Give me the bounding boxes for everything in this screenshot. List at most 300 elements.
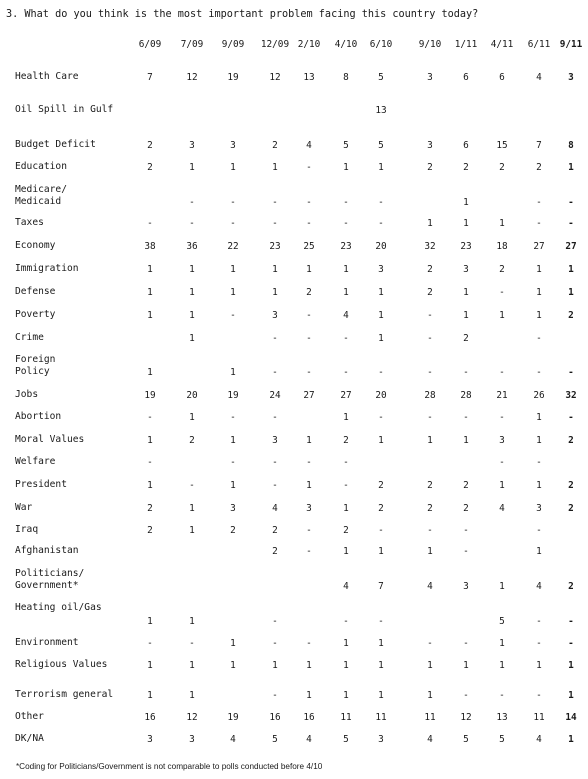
table-cell: - — [568, 218, 574, 229]
table-cell: - — [536, 333, 542, 344]
table-cell: 32 — [565, 390, 577, 401]
table-cell: 1 — [230, 480, 236, 491]
row-label — [15, 524, 38, 536]
row-label-line: President — [15, 479, 67, 490]
table-cell: 1 — [189, 525, 195, 536]
table-cell: 1 — [189, 616, 195, 627]
table-cell: 1 — [427, 435, 433, 446]
row-label-line: Immigration — [15, 263, 79, 274]
table-cell: 11 — [375, 712, 387, 723]
table-cell: - — [427, 638, 433, 649]
table-cell: 12 — [460, 712, 472, 723]
table-cell: 5 — [343, 140, 349, 151]
table-cell: 3 — [378, 734, 384, 745]
table-cell: 1 — [378, 287, 384, 298]
table-cell: 1 — [343, 690, 349, 701]
table-cell: 16 — [144, 712, 156, 723]
table-cell: - — [306, 546, 312, 557]
table-cell: 1 — [306, 690, 312, 701]
table-cell: 4 — [343, 310, 349, 321]
table-cell: 1 — [189, 690, 195, 701]
table-cell: - — [272, 690, 278, 701]
table-cell: 1 — [536, 310, 542, 321]
row-label-line: Environment — [15, 637, 79, 648]
table-cell: 1 — [147, 435, 153, 446]
table-cell: 2 — [536, 162, 542, 173]
table-cell: 1 — [343, 412, 349, 423]
table-cell: 1 — [378, 333, 384, 344]
row-label — [15, 602, 102, 614]
table-cell: 2 — [463, 503, 469, 514]
table-cell: 4 — [343, 581, 349, 592]
table-cell: 1 — [230, 638, 236, 649]
table-cell: 12 — [269, 72, 281, 83]
table-cell: 1 — [463, 660, 469, 671]
table-cell: 1 — [427, 690, 433, 701]
table-cell: - — [343, 333, 349, 344]
table-cell: 2 — [463, 162, 469, 173]
table-cell: 27 — [565, 241, 577, 252]
table-cell: - — [272, 638, 278, 649]
table-cell: 2 — [147, 162, 153, 173]
table-cell: 2 — [189, 435, 195, 446]
row-label — [15, 479, 67, 491]
row-label-line: Budget Deficit — [15, 139, 96, 150]
row-label-line: Foreign — [15, 354, 56, 365]
table-cell: - — [343, 480, 349, 491]
row-label-line: Jobs — [15, 389, 39, 400]
column-header: 4/11 — [490, 39, 514, 50]
table-cell: 32 — [424, 241, 436, 252]
table-cell: 1 — [306, 435, 312, 446]
row-label-line: Afghanistan — [15, 545, 79, 556]
table-cell: 1 — [147, 310, 153, 321]
table-cell: 3 — [536, 503, 542, 514]
table-cell: - — [306, 367, 312, 378]
table-cell: 1 — [272, 660, 278, 671]
table-cell: 1 — [463, 310, 469, 321]
table-cell: 1 — [343, 287, 349, 298]
table-cell: 1 — [189, 264, 195, 275]
table-cell: 1 — [272, 287, 278, 298]
table-cell: - — [306, 333, 312, 344]
table-cell: - — [230, 197, 236, 208]
table-cell: 1 — [499, 310, 505, 321]
table-cell: 1 — [568, 264, 574, 275]
table-cell: 7 — [378, 581, 384, 592]
table-cell: 1 — [463, 287, 469, 298]
table-cell: 2 — [427, 480, 433, 491]
table-cell: - — [427, 412, 433, 423]
table-cell: 1 — [306, 660, 312, 671]
table-cell: 1 — [147, 264, 153, 275]
row-label — [15, 389, 38, 401]
row-label — [15, 240, 55, 252]
table-cell: - — [536, 367, 542, 378]
table-cell: 3 — [230, 503, 236, 514]
table-cell: 1 — [189, 287, 195, 298]
question-text: 3. What do you think is the most important problem facing this country today? — [6, 9, 479, 20]
table-cell: 5 — [343, 734, 349, 745]
table-cell: 1 — [343, 638, 349, 649]
table-cell: - — [343, 197, 349, 208]
row-label-line: Crime — [15, 332, 44, 343]
table-cell: - — [343, 457, 349, 468]
table-cell: 1 — [536, 287, 542, 298]
column-header: 1/11 — [454, 39, 478, 50]
table-cell: - — [499, 367, 505, 378]
table-cell: 3 — [272, 435, 278, 446]
row-label-line: Education — [15, 161, 67, 172]
row-label-line: Abortion — [15, 411, 62, 422]
table-cell: 1 — [230, 287, 236, 298]
table-cell: 5 — [378, 72, 384, 83]
table-cell: 28 — [424, 390, 436, 401]
table-cell: 5 — [463, 734, 469, 745]
table-cell: - — [378, 218, 384, 229]
table-cell: 36 — [186, 241, 198, 252]
table-cell: - — [378, 412, 384, 423]
table-cell: - — [272, 480, 278, 491]
table-cell: 1 — [272, 264, 278, 275]
table-cell: 1 — [499, 638, 505, 649]
row-label — [15, 502, 32, 514]
table-cell: - — [189, 218, 195, 229]
table-cell: 1 — [427, 546, 433, 557]
row-label — [15, 456, 55, 468]
table-cell: - — [463, 638, 469, 649]
row-label-line: Government* — [15, 580, 79, 591]
table-cell: - — [272, 218, 278, 229]
table-cell: 6 — [499, 72, 505, 83]
table-cell: - — [343, 367, 349, 378]
table-cell: - — [378, 367, 384, 378]
table-cell: - — [147, 412, 153, 423]
table-cell: 1 — [189, 503, 195, 514]
table-cell: - — [189, 197, 195, 208]
row-label-line: Oil Spill in Gulf — [15, 104, 114, 115]
table-cell: - — [147, 218, 153, 229]
row-label — [15, 309, 55, 321]
row-label-line: Terrorism general — [15, 689, 114, 700]
table-cell: 2 — [568, 503, 574, 514]
table-cell: 2 — [427, 264, 433, 275]
table-cell: 12 — [186, 712, 198, 723]
table-cell: 11 — [340, 712, 352, 723]
table-cell: 13 — [375, 105, 387, 116]
table-cell: 1 — [189, 660, 195, 671]
column-header: 6/09 — [138, 39, 162, 50]
table-cell: - — [536, 638, 542, 649]
table-cell: 2 — [272, 140, 278, 151]
table-cell: 1 — [147, 287, 153, 298]
table-cell: 4 — [536, 72, 542, 83]
table-cell: - — [343, 616, 349, 627]
table-cell: 3 — [189, 140, 195, 151]
table-cell: 1 — [378, 546, 384, 557]
table-cell: 1 — [568, 287, 574, 298]
table-cell: 1 — [427, 218, 433, 229]
table-cell: 4 — [427, 581, 433, 592]
table-cell: - — [536, 457, 542, 468]
column-header: 6/11 — [527, 39, 551, 50]
table-cell: 1 — [230, 435, 236, 446]
table-cell: - — [306, 162, 312, 173]
table-cell: - — [147, 638, 153, 649]
table-cell: 2 — [230, 525, 236, 536]
table-cell: 11 — [533, 712, 545, 723]
table-cell: 21 — [496, 390, 508, 401]
table-cell: 38 — [144, 241, 156, 252]
row-label-line: Economy — [15, 240, 56, 251]
row-label-line: Politicians/ — [15, 568, 85, 579]
table-cell: - — [230, 218, 236, 229]
table-cell: 1 — [306, 264, 312, 275]
table-cell: 18 — [496, 241, 508, 252]
table-cell: 3 — [189, 734, 195, 745]
table-cell: 1 — [536, 480, 542, 491]
table-cell: - — [536, 525, 542, 536]
row-label — [15, 184, 67, 208]
table-cell: 2 — [147, 140, 153, 151]
row-label — [15, 332, 44, 344]
table-cell: - — [306, 197, 312, 208]
row-label-line: Poverty — [15, 309, 56, 320]
table-cell: - — [230, 310, 236, 321]
table-cell: 24 — [269, 390, 281, 401]
table-cell: - — [189, 480, 195, 491]
table-cell: 13 — [496, 712, 508, 723]
table-cell: 2 — [427, 287, 433, 298]
column-header: 2/10 — [297, 39, 321, 50]
column-header: 4/10 — [334, 39, 358, 50]
table-cell: 5 — [499, 734, 505, 745]
row-label — [15, 104, 113, 116]
table-cell: 1 — [189, 310, 195, 321]
table-cell: 3 — [147, 734, 153, 745]
table-cell: - — [306, 638, 312, 649]
table-cell: 4 — [272, 503, 278, 514]
row-label-line: Welfare — [15, 456, 56, 467]
table-cell: 1 — [536, 546, 542, 557]
table-cell: 3 — [230, 140, 236, 151]
table-cell: 1 — [378, 162, 384, 173]
row-label-line: Medicare/ — [15, 184, 67, 195]
table-cell: 8 — [568, 140, 574, 151]
table-cell: 1 — [343, 162, 349, 173]
table-cell: 20 — [186, 390, 198, 401]
table-cell: 12 — [186, 72, 198, 83]
row-label — [15, 568, 84, 592]
table-cell: 1 — [306, 480, 312, 491]
table-cell: 3 — [427, 72, 433, 83]
table-cell: - — [568, 412, 574, 423]
table-cell: 23 — [460, 241, 472, 252]
table-cell: 2 — [378, 503, 384, 514]
table-cell: - — [230, 457, 236, 468]
table-cell: 4 — [306, 734, 312, 745]
table-cell: 6 — [463, 72, 469, 83]
table-cell: 23 — [340, 241, 352, 252]
table-cell: - — [378, 525, 384, 536]
table-cell: 2 — [343, 525, 349, 536]
table-cell: 25 — [303, 241, 315, 252]
table-cell: 4 — [499, 503, 505, 514]
row-label — [15, 263, 79, 275]
table-cell: 6 — [463, 140, 469, 151]
column-header: 6/10 — [369, 39, 393, 50]
table-cell: 7 — [536, 140, 542, 151]
table-cell: 2 — [306, 287, 312, 298]
table-cell: - — [272, 412, 278, 423]
table-cell: 1 — [499, 581, 505, 592]
row-label — [15, 733, 44, 745]
table-cell: 1 — [343, 546, 349, 557]
row-label — [15, 545, 79, 557]
table-cell: 2 — [147, 525, 153, 536]
row-label — [15, 411, 61, 423]
table-cell: 8 — [343, 72, 349, 83]
table-cell: - — [568, 367, 574, 378]
row-label — [15, 71, 79, 83]
table-cell: 3 — [568, 72, 574, 83]
row-label — [15, 161, 67, 173]
row-label — [15, 659, 107, 671]
table-cell: 1 — [378, 660, 384, 671]
table-cell: 1 — [147, 367, 153, 378]
table-cell: 4 — [536, 734, 542, 745]
table-cell: 1 — [230, 162, 236, 173]
table-cell: - — [463, 690, 469, 701]
table-cell: 1 — [499, 660, 505, 671]
table-cell: 1 — [463, 197, 469, 208]
row-label-line: Taxes — [15, 217, 44, 228]
table-cell: 1 — [536, 264, 542, 275]
table-cell: 4 — [306, 140, 312, 151]
table-cell: 5 — [499, 616, 505, 627]
table-cell: 1 — [463, 435, 469, 446]
table-cell: - — [272, 197, 278, 208]
table-cell: - — [568, 616, 574, 627]
table-cell: 26 — [533, 390, 545, 401]
table-cell: 1 — [343, 503, 349, 514]
table-cell: - — [427, 333, 433, 344]
table-cell: 27 — [340, 390, 352, 401]
table-cell: 13 — [303, 72, 315, 83]
table-cell: 1 — [189, 162, 195, 173]
table-cell: 16 — [269, 712, 281, 723]
table-cell: 4 — [427, 734, 433, 745]
table-cell: 1 — [147, 616, 153, 627]
table-cell: 3 — [272, 310, 278, 321]
table-cell: - — [499, 690, 505, 701]
row-label-line: Heating oil/Gas — [15, 602, 102, 613]
column-header: 7/09 — [180, 39, 204, 50]
row-label — [15, 637, 79, 649]
table-cell: 1 — [499, 480, 505, 491]
table-cell: 1 — [147, 660, 153, 671]
table-cell: - — [536, 616, 542, 627]
table-cell: 1 — [378, 690, 384, 701]
table-cell: 2 — [568, 581, 574, 592]
table-cell: 2 — [568, 480, 574, 491]
table-cell: 20 — [375, 241, 387, 252]
row-label-line: Moral Values — [15, 434, 85, 445]
table-cell: 2 — [463, 480, 469, 491]
table-cell: - — [272, 367, 278, 378]
table-cell: 5 — [272, 734, 278, 745]
table-cell: - — [343, 218, 349, 229]
table-cell: 1 — [536, 660, 542, 671]
row-label-line: Defense — [15, 286, 56, 297]
table-cell: 1 — [378, 435, 384, 446]
table-cell: - — [147, 457, 153, 468]
table-cell: 1 — [189, 333, 195, 344]
table-cell: 1 — [568, 660, 574, 671]
table-cell: 1 — [230, 264, 236, 275]
table-cell: 27 — [303, 390, 315, 401]
column-header: 9/11 — [559, 39, 583, 50]
table-cell: 1 — [378, 310, 384, 321]
table-cell: - — [306, 457, 312, 468]
table-cell: 19 — [227, 712, 239, 723]
table-cell: 1 — [189, 412, 195, 423]
table-cell: 22 — [227, 241, 239, 252]
table-cell: - — [306, 310, 312, 321]
table-cell: 2 — [272, 525, 278, 536]
table-cell: 3 — [427, 140, 433, 151]
table-cell: 3 — [306, 503, 312, 514]
table-cell: 2 — [427, 503, 433, 514]
table-cell: 1 — [147, 480, 153, 491]
table-cell: - — [378, 197, 384, 208]
table-cell: - — [499, 287, 505, 298]
row-label — [15, 711, 44, 723]
table-cell: 1 — [536, 435, 542, 446]
table-cell: 1 — [343, 264, 349, 275]
table-cell: 1 — [378, 638, 384, 649]
table-cell: 1 — [463, 218, 469, 229]
table-cell: - — [378, 616, 384, 627]
table-cell: 2 — [147, 503, 153, 514]
column-header: 9/10 — [418, 39, 442, 50]
table-cell: - — [427, 525, 433, 536]
table-cell: 28 — [460, 390, 472, 401]
table-cell: - — [568, 197, 574, 208]
table-cell: - — [306, 525, 312, 536]
table-cell: - — [189, 638, 195, 649]
table-cell: 7 — [147, 72, 153, 83]
row-label-line: Medicaid — [15, 196, 62, 207]
table-cell: 2 — [499, 264, 505, 275]
table-cell: 4 — [230, 734, 236, 745]
table-cell: - — [427, 310, 433, 321]
table-cell: 2 — [378, 480, 384, 491]
table-cell: 1 — [343, 660, 349, 671]
table-cell: 2 — [568, 435, 574, 446]
row-label — [15, 354, 55, 378]
row-label-line: Religious Values — [15, 659, 108, 670]
table-cell: - — [272, 457, 278, 468]
table-cell: - — [272, 616, 278, 627]
table-cell: - — [499, 412, 505, 423]
table-cell: - — [536, 690, 542, 701]
row-label-line: Iraq — [15, 524, 39, 535]
table-cell: 2 — [568, 310, 574, 321]
table-cell: 20 — [375, 390, 387, 401]
table-cell: 4 — [536, 581, 542, 592]
table-cell: 1 — [427, 660, 433, 671]
